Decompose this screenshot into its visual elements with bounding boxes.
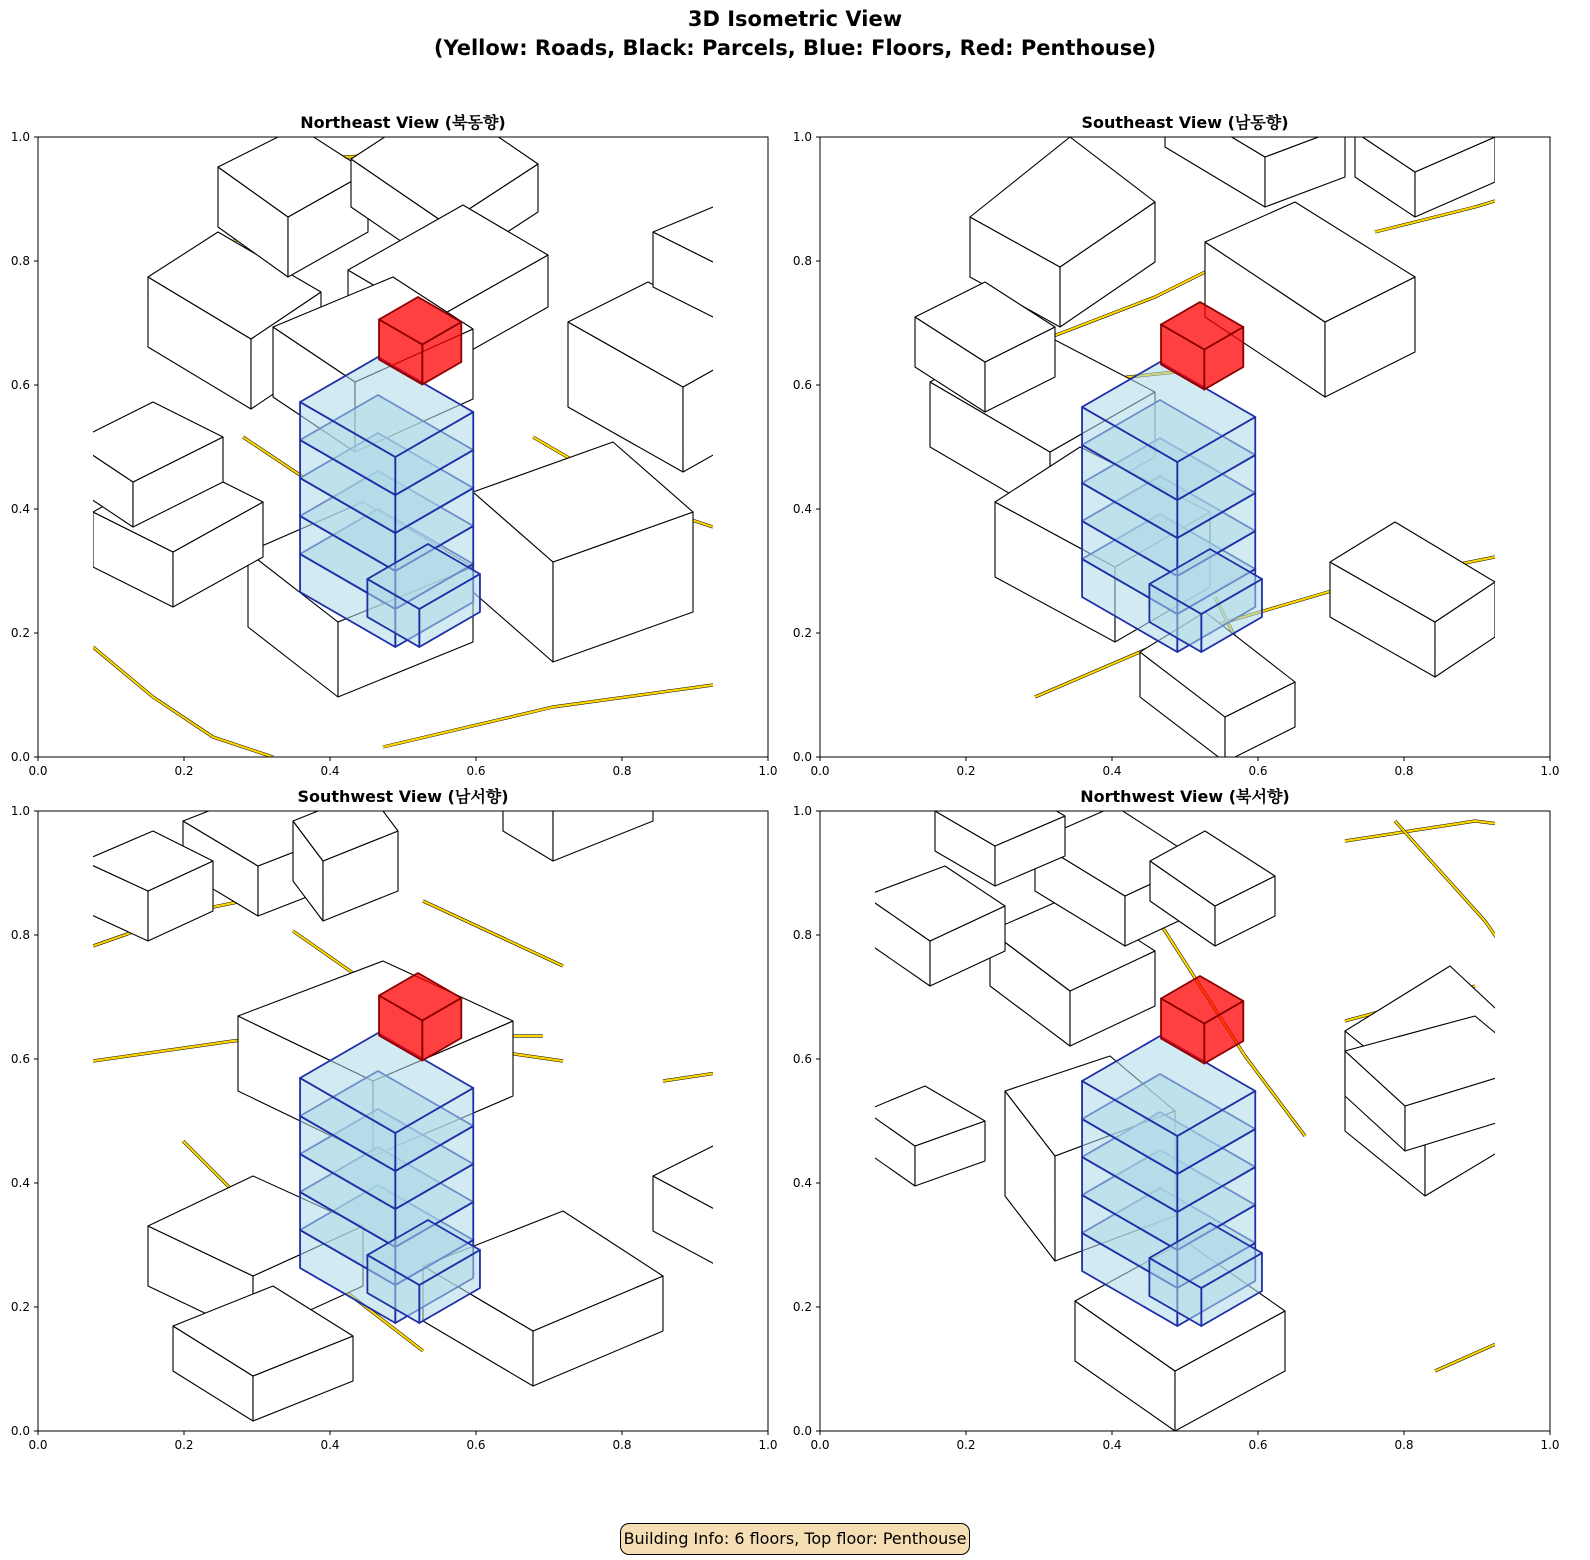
x-tick-label: 0.2 (956, 1438, 976, 1452)
x-tick-label: 0.6 (466, 1438, 486, 1452)
x-tick-label: 0.6 (1248, 1438, 1268, 1452)
y-tick-label: 0.0 (10, 1424, 30, 1438)
y-tick-label: 0.8 (792, 928, 812, 942)
x-tick-label: 0.8 (1394, 764, 1414, 778)
figure-title-line2: (Yellow: Roads, Black: Parcels, Blue: Floors, Red: Penthouse) (433, 36, 1157, 60)
y-tick-label: 0.6 (792, 1052, 812, 1066)
y-tick-label: 0.4 (792, 502, 812, 516)
x-tick-label: 1.0 (758, 764, 778, 778)
y-tick-label: 0.0 (10, 750, 30, 764)
y-tick-label: 0.0 (792, 750, 812, 764)
x-tick-label: 0.8 (612, 764, 632, 778)
scene-ne (73, 99, 793, 757)
x-tick-label: 0.4 (320, 764, 340, 778)
y-tick-label: 0.0 (792, 1424, 812, 1438)
panel-se (793, 62, 1560, 778)
x-tick-label: 0.0 (810, 764, 830, 778)
panel-title-nw: Northwest View (북서향) (1080, 787, 1290, 806)
y-tick-label: 1.0 (10, 804, 30, 818)
y-tick-label: 0.8 (10, 254, 30, 268)
x-tick-label: 0.6 (466, 764, 486, 778)
x-tick-label: 0.8 (1394, 1438, 1414, 1452)
x-tick-label: 0.6 (1248, 764, 1268, 778)
y-tick-label: 0.2 (792, 626, 812, 640)
x-tick-label: 0.4 (1102, 1438, 1122, 1452)
x-tick-label: 1.0 (758, 1438, 778, 1452)
x-tick-label: 1.0 (1540, 764, 1560, 778)
scene-nw (865, 781, 1575, 1431)
panel-title-se: Southeast View (남동향) (1081, 113, 1289, 132)
y-tick-label: 1.0 (792, 804, 812, 818)
y-tick-label: 1.0 (792, 130, 812, 144)
x-tick-label: 0.2 (174, 1438, 194, 1452)
y-tick-label: 0.6 (10, 378, 30, 392)
building-info-box: Building Info: 6 floors, Top floor: Penthouse (620, 1523, 970, 1555)
panels-grid (11, 62, 1575, 1452)
x-tick-label: 0.0 (810, 1438, 830, 1452)
x-tick-label: 0.4 (1102, 764, 1122, 778)
y-tick-label: 0.4 (10, 1176, 30, 1190)
scene-sw (83, 726, 843, 1431)
panel-nw (793, 781, 1575, 1452)
x-tick-label: 0.2 (956, 764, 976, 778)
figure-title-line1: 3D Isometric View (687, 7, 903, 31)
y-tick-label: 0.2 (10, 1300, 30, 1314)
x-tick-label: 0.2 (174, 764, 194, 778)
x-tick-label: 0.0 (28, 764, 48, 778)
x-tick-label: 0.4 (320, 1438, 340, 1452)
panel-title-sw: Southwest View (남서향) (297, 787, 509, 806)
panel-title-ne: Northeast View (북동향) (300, 113, 506, 132)
x-tick-label: 0.0 (28, 1438, 48, 1452)
y-tick-label: 0.2 (792, 1300, 812, 1314)
y-tick-label: 0.6 (792, 378, 812, 392)
panel-sw (11, 726, 843, 1452)
x-tick-label: 1.0 (1540, 1438, 1560, 1452)
y-tick-label: 0.8 (792, 254, 812, 268)
y-tick-label: 1.0 (10, 130, 30, 144)
y-tick-label: 0.6 (10, 1052, 30, 1066)
y-tick-label: 0.4 (10, 502, 30, 516)
y-tick-label: 0.2 (10, 626, 30, 640)
panel-ne (11, 99, 793, 778)
y-tick-label: 0.4 (792, 1176, 812, 1190)
scene-se (875, 62, 1525, 762)
y-tick-label: 0.8 (10, 928, 30, 942)
x-tick-label: 0.8 (612, 1438, 632, 1452)
